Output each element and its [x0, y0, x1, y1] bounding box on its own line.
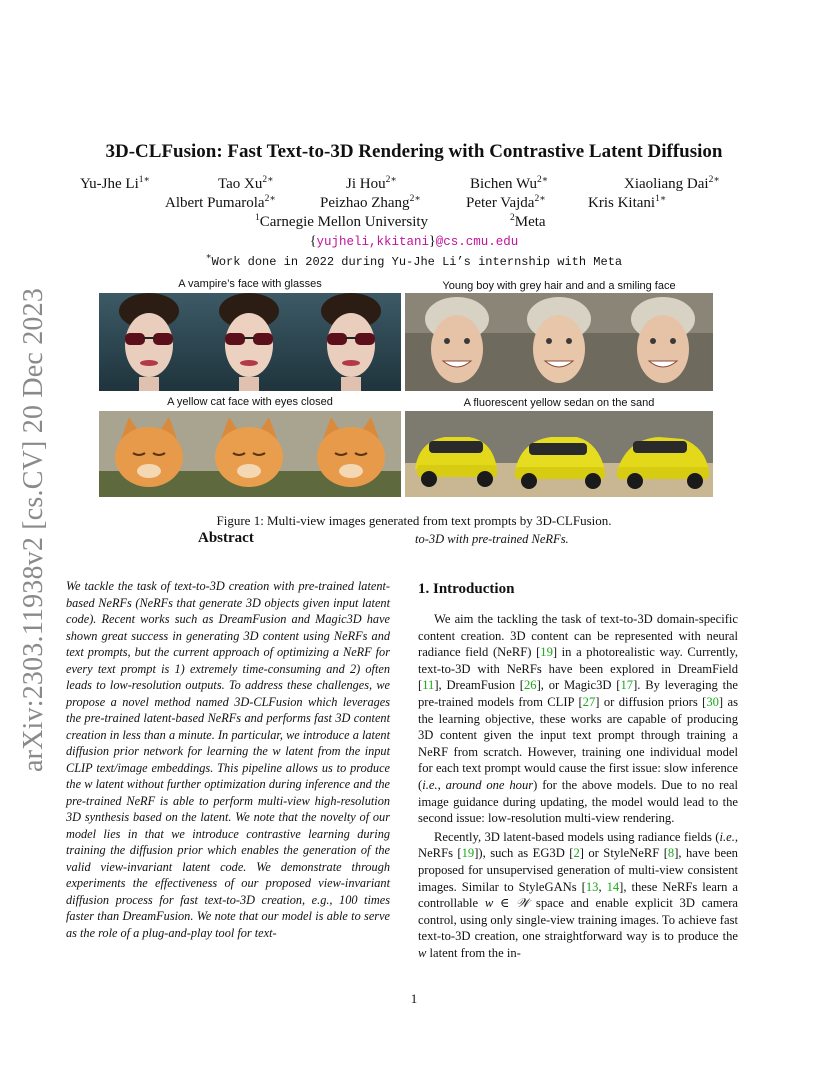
author-email: {yujheli,kkitani}@cs.cmu.edu	[309, 234, 519, 249]
citation-link[interactable]: 17	[620, 678, 634, 693]
smiling-boy-views	[405, 293, 713, 391]
image-smiling-boy	[405, 293, 713, 391]
author-ji-hou: Ji Hou$^{2∗}$	[346, 175, 397, 192]
panel-caption-boy: Young boy with grey hair and and a smiling face	[442, 280, 676, 292]
cat-view-1	[115, 417, 183, 487]
citation-link[interactable]: 13	[585, 879, 599, 894]
affiliation-cmu: $^1$Carnegie Mellon University	[255, 213, 429, 230]
author-peizhao-zhang: Peizhao Zhang$^{2∗}$	[320, 194, 421, 211]
yellow-cat-views	[99, 411, 401, 497]
affiliation-meta: $^2$Meta	[510, 213, 546, 230]
citation-link[interactable]: 19	[540, 645, 553, 660]
abstract-continuation: to-3D with pre-trained NeRFs.	[415, 532, 569, 546]
panel-caption-sedan: A fluorescent yellow sedan on the sand	[463, 397, 655, 409]
author-xiaoliang-dai: Xiaoliang Dai$^{2∗}$	[624, 175, 720, 192]
page-number: 1	[410, 991, 418, 1006]
citation-link[interactable]: 2	[573, 846, 580, 861]
citation-link[interactable]: 19	[461, 846, 475, 861]
internship-footnote: ∗Work done in 2022 during Yu-Jhe Li’s internship with Meta	[205, 251, 623, 269]
author-tao-xu: Tao $Xu^{2∗}$	[218, 175, 274, 192]
image-vampire-face	[99, 293, 401, 391]
image-yellow-cat	[99, 411, 401, 497]
cat-view-2	[215, 417, 283, 487]
figure-caption: Figure 1: Multi-view images generated from text prompts by 3D-CLFusion.	[216, 513, 612, 528]
author-kris-kitani: Kris Kitani$^{1∗}$	[588, 194, 667, 211]
arxiv-stamp	[10, 280, 58, 780]
vampire-face-views	[99, 293, 401, 391]
abstract-heading: Abstract	[198, 530, 254, 546]
panel-caption-cat: A yellow cat face with eyes closed	[167, 396, 333, 408]
panel-caption-vampire: A vampire’s face with glasses	[178, 278, 322, 290]
cat-view-3	[317, 417, 385, 487]
author-peter-vajda: Peter Vajda$^{2∗}$	[466, 194, 546, 211]
intro-paragraph-1: We aim the tackling the task of text-to-3D domain-specific content creation. 3D content can be represented with neural radiance field (NeRF) [19] in a photorealistic way. Currently, text-to-3D with NeRFs have been explored in DreamField [11], DreamFusion [26], or Magic3D [17]. By leveraging the pre-trained models from CLIP [27] or diffusion priors [30] as the learning objective, these works are capable of producing 3D content given the input text prompt through training a NeRF from scratch. However, training one individual model for each text prompt would cause the first issue: slow inference (i.e., around one hour) for the above models. Due to no real image guidance during updating, the model would lead to the second issue: low-resolution multi-view rendering.	[418, 612, 738, 826]
abstract-paragraph: We tackle the task of text-to-3D creation with pre-trained latent-based NeRFs (NeRFs that generate 3D objects given input latent code). Recent works such as DreamFusion and Magic3D have shown great success in generating 3D content using NeRFs and text prompts, but the current approach of optimizing a NeRF for every text prompt is 1) extremely time-consuming and 2) often leads to low-resolution outputs. To address these challenges, we propose a novel method named 3D-CLFusion which leverages the pre-trained latent-based NeRFs and performs fast 3D content creation in less than a minute. In particular, we introduce a latent diffusion prior network for learning the w latent from the input CLIP text/image embeddings. This pipeline allows us to produce the w latent without further optimization during inference and the pre-trained NeRF is able to perform multi-view high-resolution 3D synthesis based on the latent. We note that the novelty of our model lies in that we introduce contrastive learning during training the diffusion prior which enables the generation of the valid view-invariant latent code. We demonstrate through experiments the effectiveness of our proposed view-invariant diffusion process for fast text-to-3D creation, e.g., 100 times faster than DreamFusion. We note that our model is able to serve as the role of a plug-and-play tool for text-	[66, 579, 390, 940]
paper-title: 3D-CLFusion: Fast Text-to-3D Rendering with Contrastive Latent Diffusion	[105, 141, 723, 162]
citation-link[interactable]: 30	[706, 694, 719, 709]
image-yellow-sedan	[405, 411, 713, 497]
intro-paragraph-2: Recently, 3D latent-based models using radiance fields (i.e., NeRFs [19]), such as EG3D [2] or StyleNeRF [8], have been proposed for unsupervised generation of multi-view consistent images. Similar to StyleGANs [13, 14], these NeRFs learn a controllable w ∈ 𝒲 space and enable explicit 3D camera control, using only single-view training images. To achieve fast text-to-3D creation, one straightforward way is to produce the w latent from the in-	[418, 829, 739, 960]
yellow-sedan-views	[405, 411, 713, 497]
citation-link[interactable]: 27	[582, 694, 596, 709]
author-bichen-wu: Bichen $Wu^{2∗}$	[470, 175, 549, 192]
author-yujhe-li: Yu-Jhe $Li^{1∗}$	[80, 175, 150, 192]
citation-link[interactable]: 14	[606, 879, 620, 894]
arxiv-stamp-text: arXiv:2303.11938v2 [cs.CV] 20 Dec 2023	[18, 287, 49, 773]
abstract-body	[66, 578, 390, 941]
citation-link[interactable]: 8	[667, 846, 675, 861]
citation-link[interactable]: 11	[422, 678, 435, 693]
author-albert-pumarola: Albert Pumarola$^{2∗}$	[165, 194, 276, 211]
introduction-heading: 1. Introduction	[418, 581, 515, 597]
introduction-body	[418, 611, 738, 961]
citation-link[interactable]: 26	[523, 678, 537, 693]
